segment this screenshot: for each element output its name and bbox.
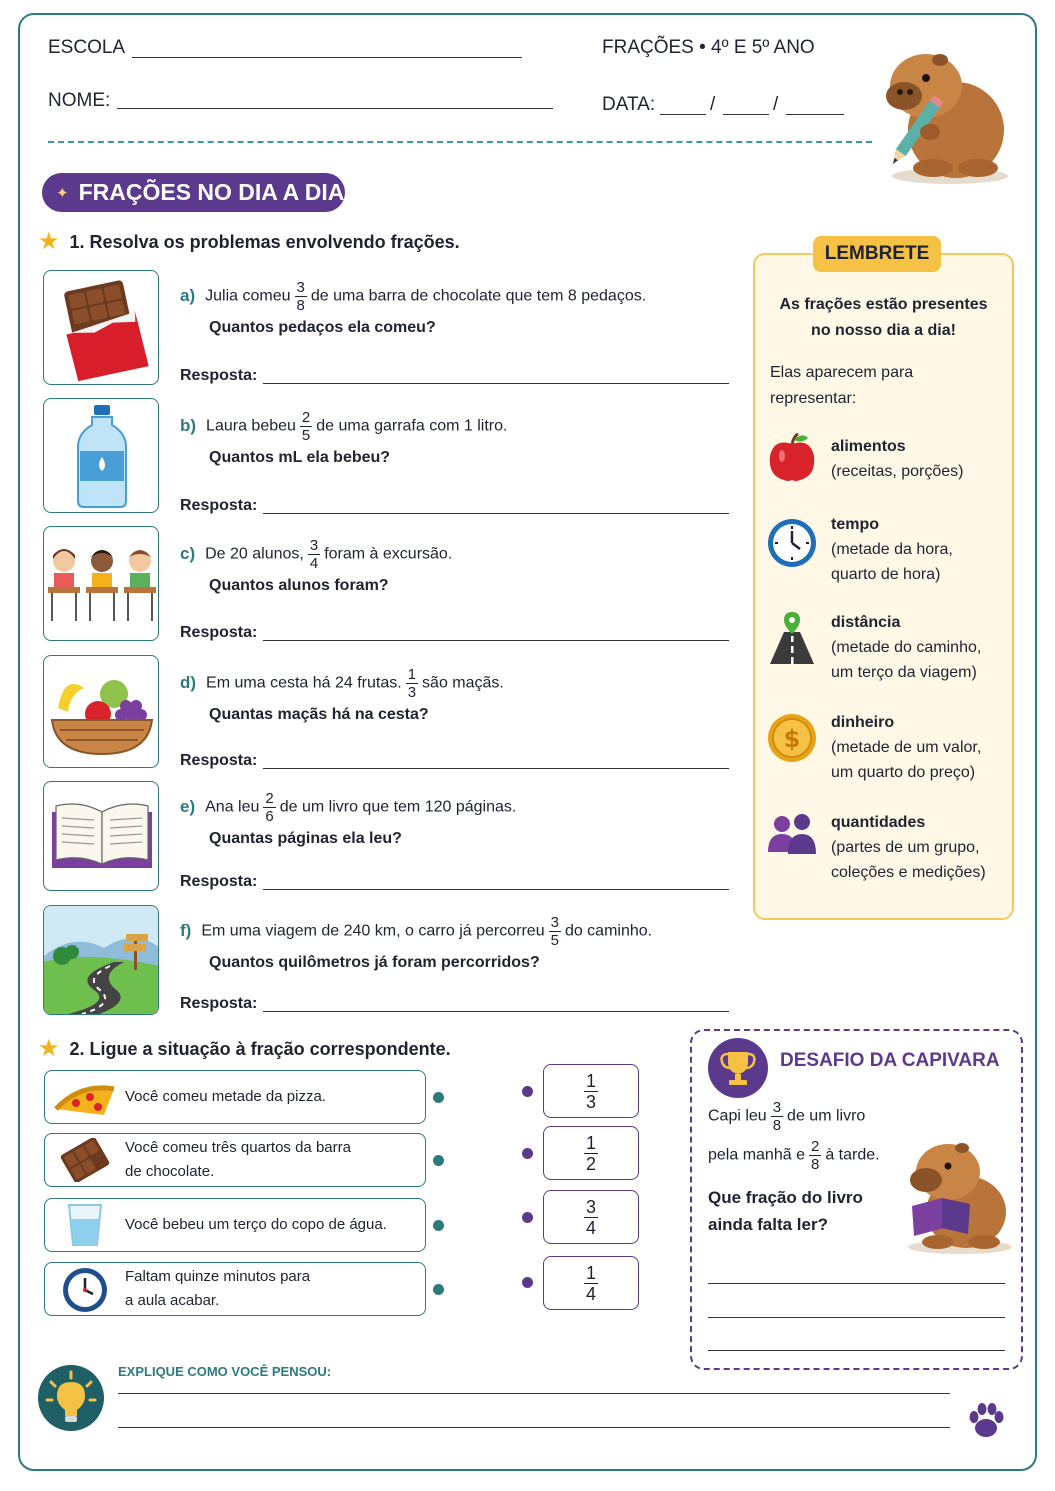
desafio-line-1: Capi leu $\frac{3}{8}$ de um livro	[708, 1099, 866, 1134]
subject-title: FRAÇÕES • 4º E 5º ANO	[602, 37, 815, 58]
connect-dot-left[interactable]	[433, 1092, 444, 1103]
connect-dot-right[interactable]	[522, 1212, 533, 1223]
capybara-pencil-icon	[878, 28, 1018, 186]
problem-b: b) Laura bebeu $\frac{2}{5}$ de uma garrafa com 1 litro. Quantos mL ela bebeu?	[180, 409, 508, 466]
answer-label: Resposta:	[180, 367, 258, 384]
explique-label: EXPLIQUE COMO VOCÊ PENSOU:	[118, 1364, 332, 1379]
nome-field[interactable]	[117, 108, 553, 109]
header-separator	[48, 141, 872, 143]
problem-a: a) Julia comeu $\frac{3}{8}$ de uma barra de chocolate que tem 8 pedaços. Quantos pedaços ela comeu?	[180, 279, 647, 336]
people-icon	[766, 810, 818, 862]
road-pin-icon	[766, 612, 818, 664]
answer-line[interactable]	[263, 1011, 729, 1012]
lembrete-intro: As frações estão presentes no nosso dia a dia!	[779, 296, 988, 339]
lembrete-item: distância (metade do caminho, um terço da viagem)	[831, 614, 982, 681]
escola-field[interactable]	[132, 57, 522, 58]
answer-label: Resposta:	[180, 873, 258, 890]
desafio-question: Que fração do livro ainda falta ler?	[708, 1188, 863, 1234]
lembrete-item: alimentos (receitas, porções)	[831, 438, 964, 480]
fraction-box: $\frac{1}{2}$	[543, 1126, 639, 1180]
answer-label: Resposta:	[180, 752, 258, 769]
chocolate-icon	[57, 1138, 113, 1182]
answer-line[interactable]	[263, 383, 729, 384]
situation-text: Faltam quinze minutos para a aula acabar.	[125, 1268, 311, 1309]
problem-f: f) Em uma viagem de 240 km, o carro já percorreu $\frac{3}{5}$ do caminho. Quantos quilômetros já foram percorridos?	[180, 914, 653, 971]
lightbulb-icon	[37, 1364, 105, 1432]
problem-c: c) De 20 alunos, $\frac{3}{4}$ foram à excursão. Quantos alunos foram?	[180, 537, 453, 594]
question-1-title: ★ 1. Resolva os problemas envolvendo frações.	[38, 228, 460, 255]
date-day-field[interactable]	[660, 114, 706, 115]
question-2-title: ★ 2. Ligue a situação à fração correspondente.	[38, 1035, 451, 1062]
coin-icon	[766, 712, 818, 764]
answer-label: Resposta:	[180, 995, 258, 1012]
answer-line[interactable]	[263, 513, 729, 514]
lembrete-tag: LEMBRETE	[813, 236, 941, 272]
fruit-basket-icon	[43, 655, 159, 768]
connect-dot-left[interactable]	[433, 1284, 444, 1295]
answer-line[interactable]	[263, 768, 729, 769]
star-icon: ★	[38, 1035, 60, 1062]
students-icon	[43, 526, 159, 641]
situation-text: Você comeu metade da pizza.	[125, 1088, 326, 1105]
answer-label: Resposta:	[180, 497, 258, 514]
explique-answer-line[interactable]	[118, 1427, 950, 1428]
star-icon: ★	[38, 228, 60, 255]
answer-line[interactable]	[263, 889, 729, 890]
connect-dot-left[interactable]	[433, 1155, 444, 1166]
nome-label: NOME:	[48, 90, 111, 111]
lembrete-item: tempo (metade da hora, quarto de hora)	[831, 516, 953, 583]
lembrete-item: dinheiro (metade de um valor, um quarto do preço)	[831, 714, 982, 781]
lembrete-item: quantidades (partes de um grupo, coleções e medições)	[831, 814, 986, 881]
answer-line[interactable]	[263, 640, 729, 641]
fraction-box: $\frac{3}{4}$	[543, 1190, 639, 1244]
situation-card	[44, 1262, 426, 1316]
problem-d: d) Em uma cesta há 24 frutas. $\frac{1}{3}$ são maçãs. Quantas maçãs há na cesta?	[180, 666, 504, 723]
banner-title: FRAÇÕES NO DIA A DIA	[78, 179, 345, 205]
chocolate-bar-icon	[43, 270, 159, 385]
date-year-field[interactable]	[786, 114, 844, 115]
date-separator: /	[773, 94, 779, 115]
connect-dot-left[interactable]	[433, 1220, 444, 1231]
explique-answer-line[interactable]	[118, 1393, 950, 1394]
section-banner	[42, 173, 345, 212]
pizza-icon	[50, 1075, 120, 1119]
desafio-answer-line[interactable]	[708, 1317, 1005, 1318]
situation-card	[44, 1198, 426, 1252]
situation-text: Você bebeu um terço do copo de água.	[125, 1216, 387, 1233]
fraction-box: $\frac{1}{4}$	[543, 1256, 639, 1310]
desafio-line-2: pela manhã e $\frac{2}{8}$ à tarde.	[708, 1138, 880, 1173]
date-separator: /	[710, 94, 716, 115]
sparkle-icon: ✦	[56, 184, 69, 202]
paw-print-icon	[966, 1400, 1006, 1440]
water-bottle-icon	[43, 398, 159, 513]
lembrete-subtitle: Elas aparecem para representar:	[770, 364, 914, 407]
alarm-clock-icon	[60, 1264, 110, 1314]
data-label: DATA:	[602, 94, 656, 115]
road-icon	[43, 905, 159, 1015]
situation-text: Você comeu três quartos da barra de chocolate.	[125, 1139, 351, 1180]
open-book-icon	[43, 781, 159, 891]
svg-text:$: $	[783, 725, 801, 753]
desafio-answer-line[interactable]	[708, 1350, 1005, 1351]
trophy-icon	[708, 1038, 768, 1098]
date-month-field[interactable]	[723, 114, 769, 115]
answer-label: Resposta:	[180, 624, 258, 641]
connect-dot-right[interactable]	[522, 1148, 533, 1159]
situation-card	[44, 1070, 426, 1124]
capybara-reading-icon	[898, 1130, 1018, 1255]
water-glass-icon	[65, 1201, 105, 1249]
desafio-answer-line[interactable]	[708, 1283, 1005, 1284]
connect-dot-right[interactable]	[522, 1086, 533, 1097]
clock-icon	[766, 517, 818, 569]
situation-card	[44, 1133, 426, 1187]
desafio-title: DESAFIO DA CAPIVARA	[780, 1050, 1000, 1071]
connect-dot-right[interactable]	[522, 1277, 533, 1288]
problem-e: e) Ana leu $\frac{2}{6}$ de um livro que tem 120 páginas. Quantas páginas ela leu?	[180, 790, 517, 847]
escola-label: ESCOLA	[48, 37, 126, 58]
fraction-box: $\frac{1}{3}$	[543, 1064, 639, 1118]
apple-icon	[766, 430, 818, 482]
